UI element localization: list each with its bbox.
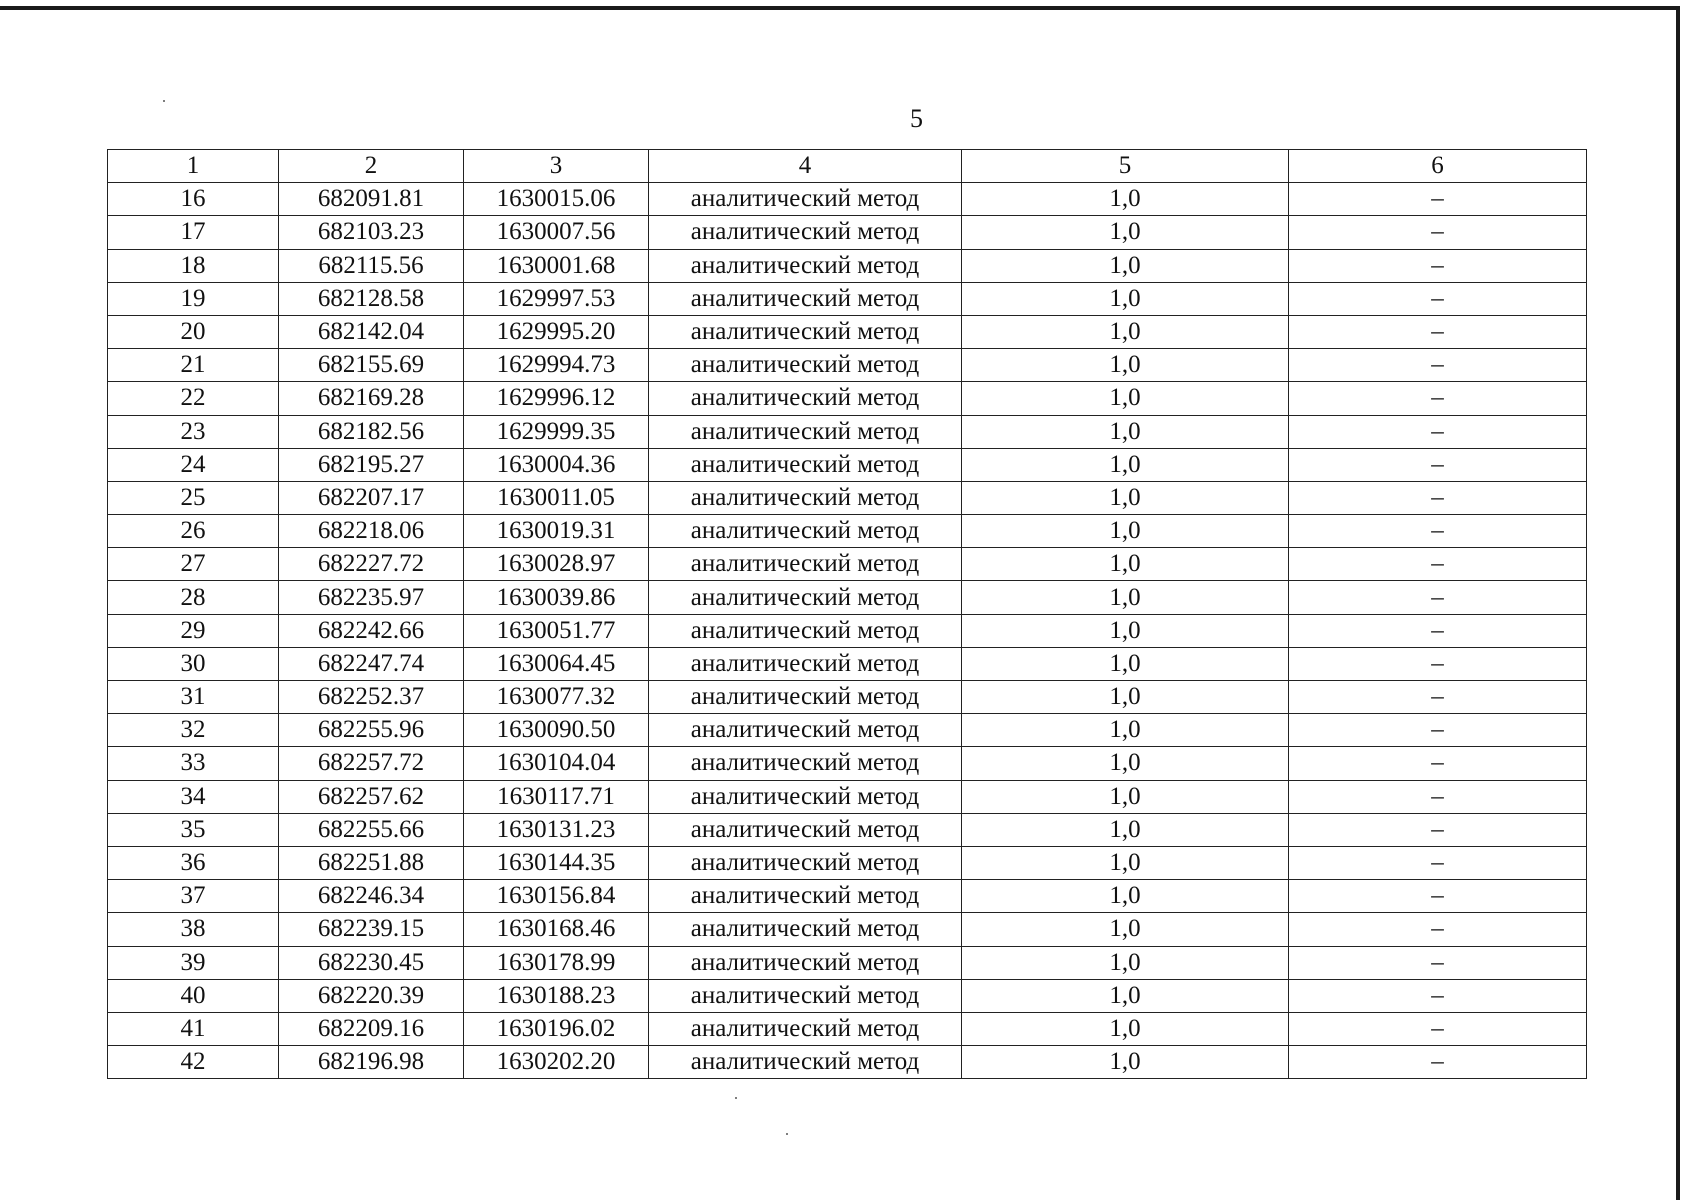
point-number-cell: 25 bbox=[108, 481, 279, 514]
table-row bbox=[108, 515, 1587, 548]
point-number-cell: 37 bbox=[108, 880, 279, 913]
point-number-cell: 26 bbox=[108, 515, 279, 548]
method-cell: аналитический метод bbox=[649, 714, 962, 747]
x-coordinate-cell: 682091.81 bbox=[279, 183, 464, 216]
x-coordinate-cell: 682155.69 bbox=[279, 349, 464, 382]
note-cell: – bbox=[1289, 813, 1587, 846]
table-row bbox=[108, 448, 1587, 481]
y-coordinate-cell: 1630188.23 bbox=[464, 979, 649, 1012]
point-number-cell: 40 bbox=[108, 979, 279, 1012]
point-number-cell: 21 bbox=[108, 349, 279, 382]
y-coordinate-cell: 1629997.53 bbox=[464, 282, 649, 315]
x-coordinate-cell: 682230.45 bbox=[279, 946, 464, 979]
header-cell: 1 bbox=[108, 150, 279, 183]
x-coordinate-cell: 682209.16 bbox=[279, 1012, 464, 1045]
scan-border-right bbox=[1676, 6, 1680, 1200]
table-row bbox=[108, 813, 1587, 846]
note-cell: – bbox=[1289, 415, 1587, 448]
point-number-cell: 24 bbox=[108, 448, 279, 481]
y-coordinate-cell: 1630156.84 bbox=[464, 880, 649, 913]
note-cell: – bbox=[1289, 481, 1587, 514]
accuracy-cell: 1,0 bbox=[962, 581, 1289, 614]
x-coordinate-cell: 682142.04 bbox=[279, 315, 464, 348]
table-row bbox=[108, 548, 1587, 581]
method-cell: аналитический метод bbox=[649, 349, 962, 382]
accuracy-cell: 1,0 bbox=[962, 216, 1289, 249]
table-row bbox=[108, 1012, 1587, 1045]
accuracy-cell: 1,0 bbox=[962, 780, 1289, 813]
table-row bbox=[108, 481, 1587, 514]
accuracy-cell: 1,0 bbox=[962, 515, 1289, 548]
point-number-cell: 17 bbox=[108, 216, 279, 249]
note-cell: – bbox=[1289, 1012, 1587, 1045]
method-cell: аналитический метод bbox=[649, 382, 962, 415]
method-cell: аналитический метод bbox=[649, 880, 962, 913]
table-body bbox=[108, 150, 1587, 1079]
accuracy-cell: 1,0 bbox=[962, 481, 1289, 514]
y-coordinate-cell: 1630011.05 bbox=[464, 481, 649, 514]
x-coordinate-cell: 682247.74 bbox=[279, 647, 464, 680]
accuracy-cell: 1,0 bbox=[962, 714, 1289, 747]
method-cell: аналитический метод bbox=[649, 448, 962, 481]
table-row bbox=[108, 747, 1587, 780]
x-coordinate-cell: 682220.39 bbox=[279, 979, 464, 1012]
method-cell: аналитический метод bbox=[649, 780, 962, 813]
y-coordinate-cell: 1629996.12 bbox=[464, 382, 649, 415]
point-number-cell: 36 bbox=[108, 846, 279, 879]
y-coordinate-cell: 1629999.35 bbox=[464, 415, 649, 448]
page-number: 5 bbox=[910, 104, 923, 133]
accuracy-cell: 1,0 bbox=[962, 548, 1289, 581]
table-row bbox=[108, 946, 1587, 979]
point-number-cell: 32 bbox=[108, 714, 279, 747]
note-cell: – bbox=[1289, 979, 1587, 1012]
x-coordinate-cell: 682196.98 bbox=[279, 1046, 464, 1079]
accuracy-cell: 1,0 bbox=[962, 813, 1289, 846]
method-cell: аналитический метод bbox=[649, 747, 962, 780]
method-cell: аналитический метод bbox=[649, 548, 962, 581]
note-cell: – bbox=[1289, 1046, 1587, 1079]
method-cell: аналитический метод bbox=[649, 315, 962, 348]
note-cell: – bbox=[1289, 581, 1587, 614]
table-row bbox=[108, 647, 1587, 680]
scan-speck bbox=[735, 1097, 737, 1099]
method-cell: аналитический метод bbox=[649, 813, 962, 846]
method-cell: аналитический метод bbox=[649, 946, 962, 979]
accuracy-cell: 1,0 bbox=[962, 681, 1289, 714]
note-cell: – bbox=[1289, 714, 1587, 747]
note-cell: – bbox=[1289, 216, 1587, 249]
x-coordinate-cell: 682246.34 bbox=[279, 880, 464, 913]
y-coordinate-cell: 1630131.23 bbox=[464, 813, 649, 846]
accuracy-cell: 1,0 bbox=[962, 448, 1289, 481]
scan-border-top bbox=[0, 6, 1680, 10]
y-coordinate-cell: 1629994.73 bbox=[464, 349, 649, 382]
y-coordinate-cell: 1630090.50 bbox=[464, 714, 649, 747]
table-row bbox=[108, 979, 1587, 1012]
method-cell: аналитический метод bbox=[649, 481, 962, 514]
table-row bbox=[108, 614, 1587, 647]
note-cell: – bbox=[1289, 946, 1587, 979]
header-cell: 2 bbox=[279, 150, 464, 183]
y-coordinate-cell: 1630064.45 bbox=[464, 647, 649, 680]
x-coordinate-cell: 682251.88 bbox=[279, 846, 464, 879]
y-coordinate-cell: 1629995.20 bbox=[464, 315, 649, 348]
method-cell: аналитический метод bbox=[649, 913, 962, 946]
x-coordinate-cell: 682115.56 bbox=[279, 249, 464, 282]
y-coordinate-cell: 1630196.02 bbox=[464, 1012, 649, 1045]
y-coordinate-cell: 1630019.31 bbox=[464, 515, 649, 548]
y-coordinate-cell: 1630117.71 bbox=[464, 780, 649, 813]
point-number-cell: 22 bbox=[108, 382, 279, 415]
x-coordinate-cell: 682218.06 bbox=[279, 515, 464, 548]
table-row bbox=[108, 315, 1587, 348]
accuracy-cell: 1,0 bbox=[962, 647, 1289, 680]
x-coordinate-cell: 682227.72 bbox=[279, 548, 464, 581]
table-row bbox=[108, 880, 1587, 913]
x-coordinate-cell: 682182.56 bbox=[279, 415, 464, 448]
header-cell: 3 bbox=[464, 150, 649, 183]
table-row bbox=[108, 183, 1587, 216]
x-coordinate-cell: 682235.97 bbox=[279, 581, 464, 614]
table-row bbox=[108, 581, 1587, 614]
table-row bbox=[108, 681, 1587, 714]
note-cell: – bbox=[1289, 183, 1587, 216]
accuracy-cell: 1,0 bbox=[962, 846, 1289, 879]
x-coordinate-cell: 682257.62 bbox=[279, 780, 464, 813]
point-number-cell: 38 bbox=[108, 913, 279, 946]
scan-speck bbox=[163, 100, 165, 102]
point-number-cell: 30 bbox=[108, 647, 279, 680]
header-cell: 6 bbox=[1289, 150, 1587, 183]
table-row bbox=[108, 349, 1587, 382]
y-coordinate-cell: 1630028.97 bbox=[464, 548, 649, 581]
note-cell: – bbox=[1289, 614, 1587, 647]
x-coordinate-cell: 682169.28 bbox=[279, 382, 464, 415]
note-cell: – bbox=[1289, 515, 1587, 548]
accuracy-cell: 1,0 bbox=[962, 315, 1289, 348]
method-cell: аналитический метод bbox=[649, 846, 962, 879]
y-coordinate-cell: 1630051.77 bbox=[464, 614, 649, 647]
table-row bbox=[108, 249, 1587, 282]
point-number-cell: 33 bbox=[108, 747, 279, 780]
note-cell: – bbox=[1289, 647, 1587, 680]
header-cell: 4 bbox=[649, 150, 962, 183]
note-cell: – bbox=[1289, 681, 1587, 714]
table-row bbox=[108, 282, 1587, 315]
x-coordinate-cell: 682103.23 bbox=[279, 216, 464, 249]
y-coordinate-cell: 1630001.68 bbox=[464, 249, 649, 282]
point-number-cell: 42 bbox=[108, 1046, 279, 1079]
accuracy-cell: 1,0 bbox=[962, 415, 1289, 448]
note-cell: – bbox=[1289, 448, 1587, 481]
note-cell: – bbox=[1289, 747, 1587, 780]
y-coordinate-cell: 1630104.04 bbox=[464, 747, 649, 780]
method-cell: аналитический метод bbox=[649, 1046, 962, 1079]
accuracy-cell: 1,0 bbox=[962, 614, 1289, 647]
header-cell: 5 bbox=[962, 150, 1289, 183]
table-row bbox=[108, 913, 1587, 946]
point-number-cell: 23 bbox=[108, 415, 279, 448]
method-cell: аналитический метод bbox=[649, 647, 962, 680]
method-cell: аналитический метод bbox=[649, 183, 962, 216]
note-cell: – bbox=[1289, 249, 1587, 282]
method-cell: аналитический метод bbox=[649, 415, 962, 448]
accuracy-cell: 1,0 bbox=[962, 880, 1289, 913]
accuracy-cell: 1,0 bbox=[962, 913, 1289, 946]
method-cell: аналитический метод bbox=[649, 1012, 962, 1045]
method-cell: аналитический метод bbox=[649, 979, 962, 1012]
accuracy-cell: 1,0 bbox=[962, 1046, 1289, 1079]
x-coordinate-cell: 682252.37 bbox=[279, 681, 464, 714]
method-cell: аналитический метод bbox=[649, 581, 962, 614]
y-coordinate-cell: 1630168.46 bbox=[464, 913, 649, 946]
method-cell: аналитический метод bbox=[649, 216, 962, 249]
coordinates-table bbox=[107, 149, 1587, 1079]
scan-speck bbox=[786, 1133, 788, 1135]
x-coordinate-cell: 682195.27 bbox=[279, 448, 464, 481]
x-coordinate-cell: 682255.66 bbox=[279, 813, 464, 846]
note-cell: – bbox=[1289, 282, 1587, 315]
method-cell: аналитический метод bbox=[649, 515, 962, 548]
point-number-cell: 35 bbox=[108, 813, 279, 846]
point-number-cell: 16 bbox=[108, 183, 279, 216]
accuracy-cell: 1,0 bbox=[962, 1012, 1289, 1045]
y-coordinate-cell: 1630144.35 bbox=[464, 846, 649, 879]
table-row bbox=[108, 382, 1587, 415]
table-row bbox=[108, 216, 1587, 249]
table-header-row bbox=[108, 150, 1587, 183]
accuracy-cell: 1,0 bbox=[962, 249, 1289, 282]
accuracy-cell: 1,0 bbox=[962, 349, 1289, 382]
x-coordinate-cell: 682255.96 bbox=[279, 714, 464, 747]
method-cell: аналитический метод bbox=[649, 681, 962, 714]
table-row bbox=[108, 780, 1587, 813]
accuracy-cell: 1,0 bbox=[962, 382, 1289, 415]
point-number-cell: 29 bbox=[108, 614, 279, 647]
note-cell: – bbox=[1289, 913, 1587, 946]
x-coordinate-cell: 682239.15 bbox=[279, 913, 464, 946]
point-number-cell: 41 bbox=[108, 1012, 279, 1045]
method-cell: аналитический метод bbox=[649, 282, 962, 315]
point-number-cell: 34 bbox=[108, 780, 279, 813]
note-cell: – bbox=[1289, 780, 1587, 813]
accuracy-cell: 1,0 bbox=[962, 979, 1289, 1012]
table-row bbox=[108, 846, 1587, 879]
point-number-cell: 20 bbox=[108, 315, 279, 348]
accuracy-cell: 1,0 bbox=[962, 946, 1289, 979]
note-cell: – bbox=[1289, 382, 1587, 415]
note-cell: – bbox=[1289, 548, 1587, 581]
note-cell: – bbox=[1289, 880, 1587, 913]
point-number-cell: 28 bbox=[108, 581, 279, 614]
x-coordinate-cell: 682242.66 bbox=[279, 614, 464, 647]
accuracy-cell: 1,0 bbox=[962, 282, 1289, 315]
note-cell: – bbox=[1289, 315, 1587, 348]
accuracy-cell: 1,0 bbox=[962, 747, 1289, 780]
y-coordinate-cell: 1630077.32 bbox=[464, 681, 649, 714]
point-number-cell: 19 bbox=[108, 282, 279, 315]
point-number-cell: 39 bbox=[108, 946, 279, 979]
y-coordinate-cell: 1630007.56 bbox=[464, 216, 649, 249]
y-coordinate-cell: 1630202.20 bbox=[464, 1046, 649, 1079]
note-cell: – bbox=[1289, 846, 1587, 879]
point-number-cell: 18 bbox=[108, 249, 279, 282]
method-cell: аналитический метод bbox=[649, 249, 962, 282]
table-row bbox=[108, 1046, 1587, 1079]
accuracy-cell: 1,0 bbox=[962, 183, 1289, 216]
x-coordinate-cell: 682128.58 bbox=[279, 282, 464, 315]
x-coordinate-cell: 682207.17 bbox=[279, 481, 464, 514]
point-number-cell: 27 bbox=[108, 548, 279, 581]
y-coordinate-cell: 1630178.99 bbox=[464, 946, 649, 979]
note-cell: – bbox=[1289, 349, 1587, 382]
y-coordinate-cell: 1630015.06 bbox=[464, 183, 649, 216]
point-number-cell: 31 bbox=[108, 681, 279, 714]
y-coordinate-cell: 1630039.86 bbox=[464, 581, 649, 614]
x-coordinate-cell: 682257.72 bbox=[279, 747, 464, 780]
table-row bbox=[108, 415, 1587, 448]
table-row bbox=[108, 714, 1587, 747]
y-coordinate-cell: 1630004.36 bbox=[464, 448, 649, 481]
method-cell: аналитический метод bbox=[649, 614, 962, 647]
